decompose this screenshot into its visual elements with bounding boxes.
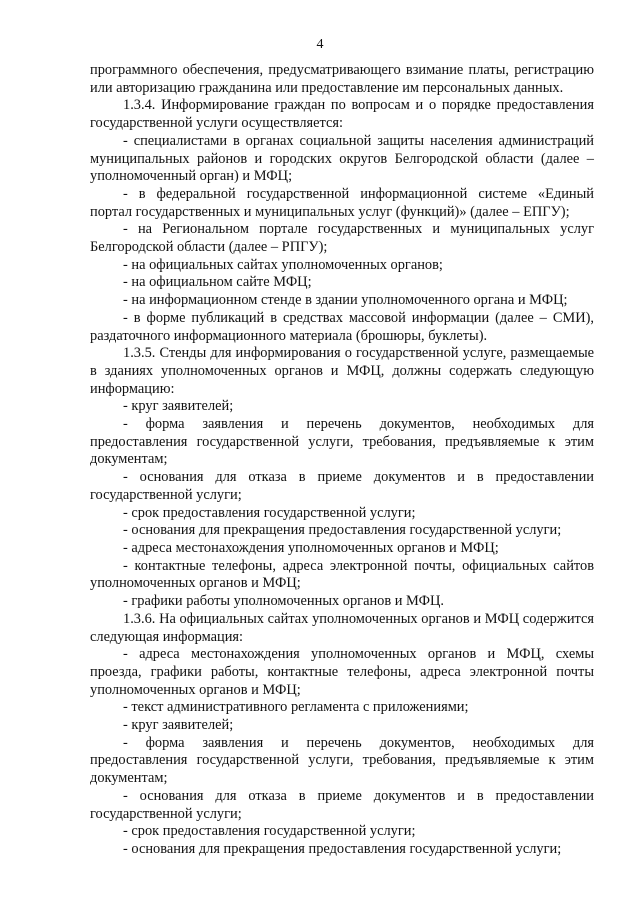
list-item: - основания для прекращения предоставления государственной услуги; xyxy=(123,522,562,539)
list-item: - срок предоставления государственной услуги; xyxy=(123,504,416,521)
list-item: - в форме публикаций в средствах массовой информации (далее – СМИ), раздаточного информационного материала (брошюры, буклеты). xyxy=(90,309,594,344)
paragraph: 1.3.4. Информирование граждан по вопросам и о порядке предоставления государственной услуги осуществляется: xyxy=(90,97,594,132)
list-item: - на информационном стенде в здании уполномоченного органа и МФЦ; xyxy=(123,292,568,309)
list-item: - в федеральной государственной информационной системе «Единый портал государственных и муниципальных услуг (функций)» (далее – ЕПГУ); xyxy=(90,185,594,220)
list-item: - основания для прекращения предоставления государственной услуги; xyxy=(123,840,562,857)
list-item: - на официальных сайтах уполномоченных органов; xyxy=(123,256,443,273)
list-item: - форма заявления и перечень документов, необходимых для предоставления государственной услуги, требования, предъявляемые к этим документам; xyxy=(90,416,594,468)
list-item: - на Региональном портале государственных и муниципальных услуг Белгородской области (далее – РПГУ); xyxy=(90,221,594,256)
list-item: - на официальном сайте МФЦ; xyxy=(123,274,312,291)
list-item: - контактные телефоны, адреса электронной почты, официальных сайтов уполномоченных органов и МФЦ; xyxy=(90,557,594,592)
list-item: - основания для отказа в приеме документов и в предоставлении государственной услуги; xyxy=(90,787,594,822)
paragraph: 1.3.6. На официальных сайтах уполномоченных органов и МФЦ содержится следующая информация: xyxy=(90,610,594,645)
list-item: - круг заявителей; xyxy=(123,717,234,734)
list-item: - текст административного регламента с приложениями; xyxy=(123,699,469,716)
list-item: - специалистами в органах социальной защиты населения администраций муниципальных районов и городских округов Белгородской области (далее – уполномоченный орган) и МФЦ; xyxy=(90,132,594,185)
list-item: - основания для отказа в приеме документов и в предоставлении государственной услуги; xyxy=(90,469,594,503)
document-body xyxy=(90,62,594,859)
list-item: - форма заявления и перечень документов, необходимых для предоставления государственной услуги, требования, предъявляемые к этим документам; xyxy=(90,734,594,787)
paragraph: 1.3.5. Стенды для информирования о государственной услуге, размещаемые в зданиях уполномоченных органов и МФЦ, должны содержать следующую информацию: xyxy=(90,345,594,397)
paragraph: программного обеспечения, предусматривающего взимание платы, регистрацию или авторизацию гражданина или предоставление им персональных данных. xyxy=(90,62,594,96)
list-item: - графики работы уполномоченных органов и МФЦ. xyxy=(123,593,445,610)
list-item: - круг заявителей; xyxy=(123,398,234,415)
list-item: - срок предоставления государственной услуги; xyxy=(123,823,416,840)
list-item: - адреса местонахождения уполномоченных органов и МФЦ; xyxy=(123,539,499,556)
list-item: - адреса местонахождения уполномоченных органов и МФЦ, схемы проезда, графики работы, контактные телефоны, адреса электронной почты уполномоченных органов и МФЦ; xyxy=(90,646,594,698)
page-number: 4 xyxy=(316,37,324,52)
